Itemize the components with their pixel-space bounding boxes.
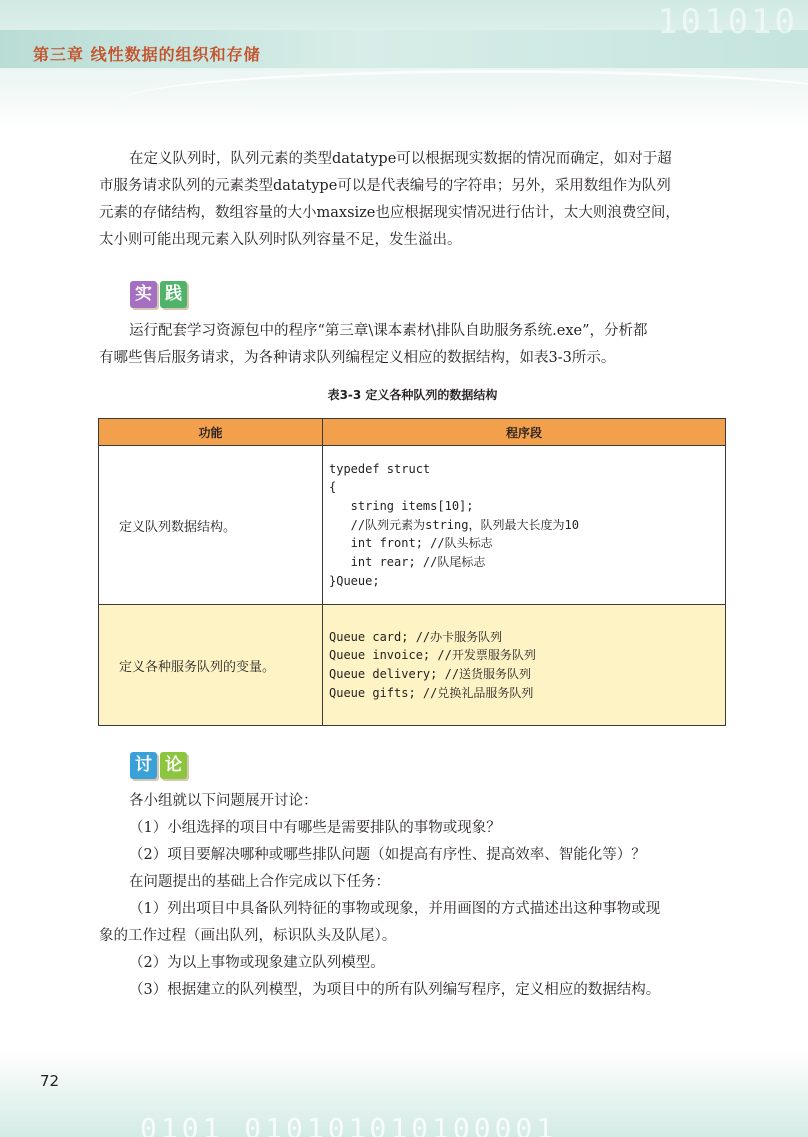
- practice-paragraph: [99, 318, 729, 372]
- discussion-paragraph: [99, 788, 729, 1004]
- discussion-line: （2）项目要解决哪种或哪些排队问题（如提高有序性、提高效率、智能化等）？: [129, 847, 646, 863]
- intro-line: 太小则可能出现元素入队列时队列容量不足，发生溢出。: [99, 232, 462, 248]
- intro-line: 在定义队列时，队列元素的类型datatype可以根据现实数据的情况而确定，如对于超: [129, 151, 672, 167]
- chapter-title: 第三章 线性数据的组织和存储: [33, 45, 261, 64]
- intro-line: 市服务请求队列的元素类型datatype可以是代表编号的字符串；另外，采用数组作为队列: [99, 178, 671, 194]
- discussion-line: （2）为以上事物或现象建立队列模型。: [129, 955, 385, 971]
- discussion-line: 象的工作过程（画出队列，标识队头及队尾）。: [99, 928, 397, 944]
- table-header-code: 程序段: [323, 419, 726, 446]
- table-cell-function: 定义队列数据结构。: [99, 446, 323, 605]
- discussion-line: （3）根据建立的队列模型，为项目中的所有队列编写程序，定义相应的数据结构。: [129, 982, 661, 998]
- table-row: [99, 446, 726, 605]
- table-cell-code: Queue card; //办卡服务队列 Queue invoice; //开发票服务队列 Queue delivery; //送货服务队列 Queue gifts; //兑换礼品服务队列: [323, 605, 726, 726]
- practice-line: 有哪些售后服务请求，为各种请求队列编程定义相应的数据结构，如表3-3所示。: [99, 350, 616, 366]
- discussion-line: （1）小组选择的项目中有哪些是需要排队的事物或现象？: [129, 820, 501, 836]
- practice-line: 运行配套学习资源包中的程序“第三章\课本素材\排队自助服务系统.exe”，分析都: [129, 323, 648, 339]
- intro-line: 元素的存储结构，数组容量的大小maxsize也应根据现实情况进行估计，太大则浪费空间，: [99, 205, 680, 221]
- intro-paragraph: [99, 146, 729, 254]
- queue-structure-table: [98, 418, 726, 726]
- header-digits-decoration: 101010: [657, 2, 798, 42]
- table-cell-function: 定义各种服务队列的变量。: [99, 605, 323, 726]
- discussion-tag-char: 论: [160, 752, 187, 779]
- practice-tag-char: 实: [130, 281, 157, 308]
- table-cell-code: typedef struct { string items[10]; //队列元素为string，队列最大长度为10 int front; //队头标志 int rear; //队尾标志 }Queue;: [323, 446, 726, 605]
- practice-tag-char: 践: [160, 281, 187, 308]
- header-swoosh: [120, 70, 808, 128]
- footer-digits-decoration: 0101 010101010100001: [140, 1112, 558, 1137]
- discussion-tag: [130, 752, 187, 779]
- table-caption: 表3-3 定义各种队列的数据结构: [327, 388, 498, 402]
- discussion-tag-char: 讨: [130, 752, 157, 779]
- discussion-line: （1）列出项目中具备队列特征的事物或现象，并用画图的方式描述出这种事物或现: [129, 901, 661, 917]
- page-number: 72: [40, 1072, 60, 1090]
- table-header-function: 功能: [99, 419, 323, 446]
- table-row: [99, 605, 726, 726]
- discussion-line: 在问题提出的基础上合作完成以下任务：: [129, 874, 390, 890]
- practice-tag: [130, 281, 187, 308]
- discussion-line: 各小组就以下问题展开讨论：: [129, 793, 318, 809]
- table-header-row: [99, 419, 726, 446]
- page-footer: [0, 1050, 808, 1137]
